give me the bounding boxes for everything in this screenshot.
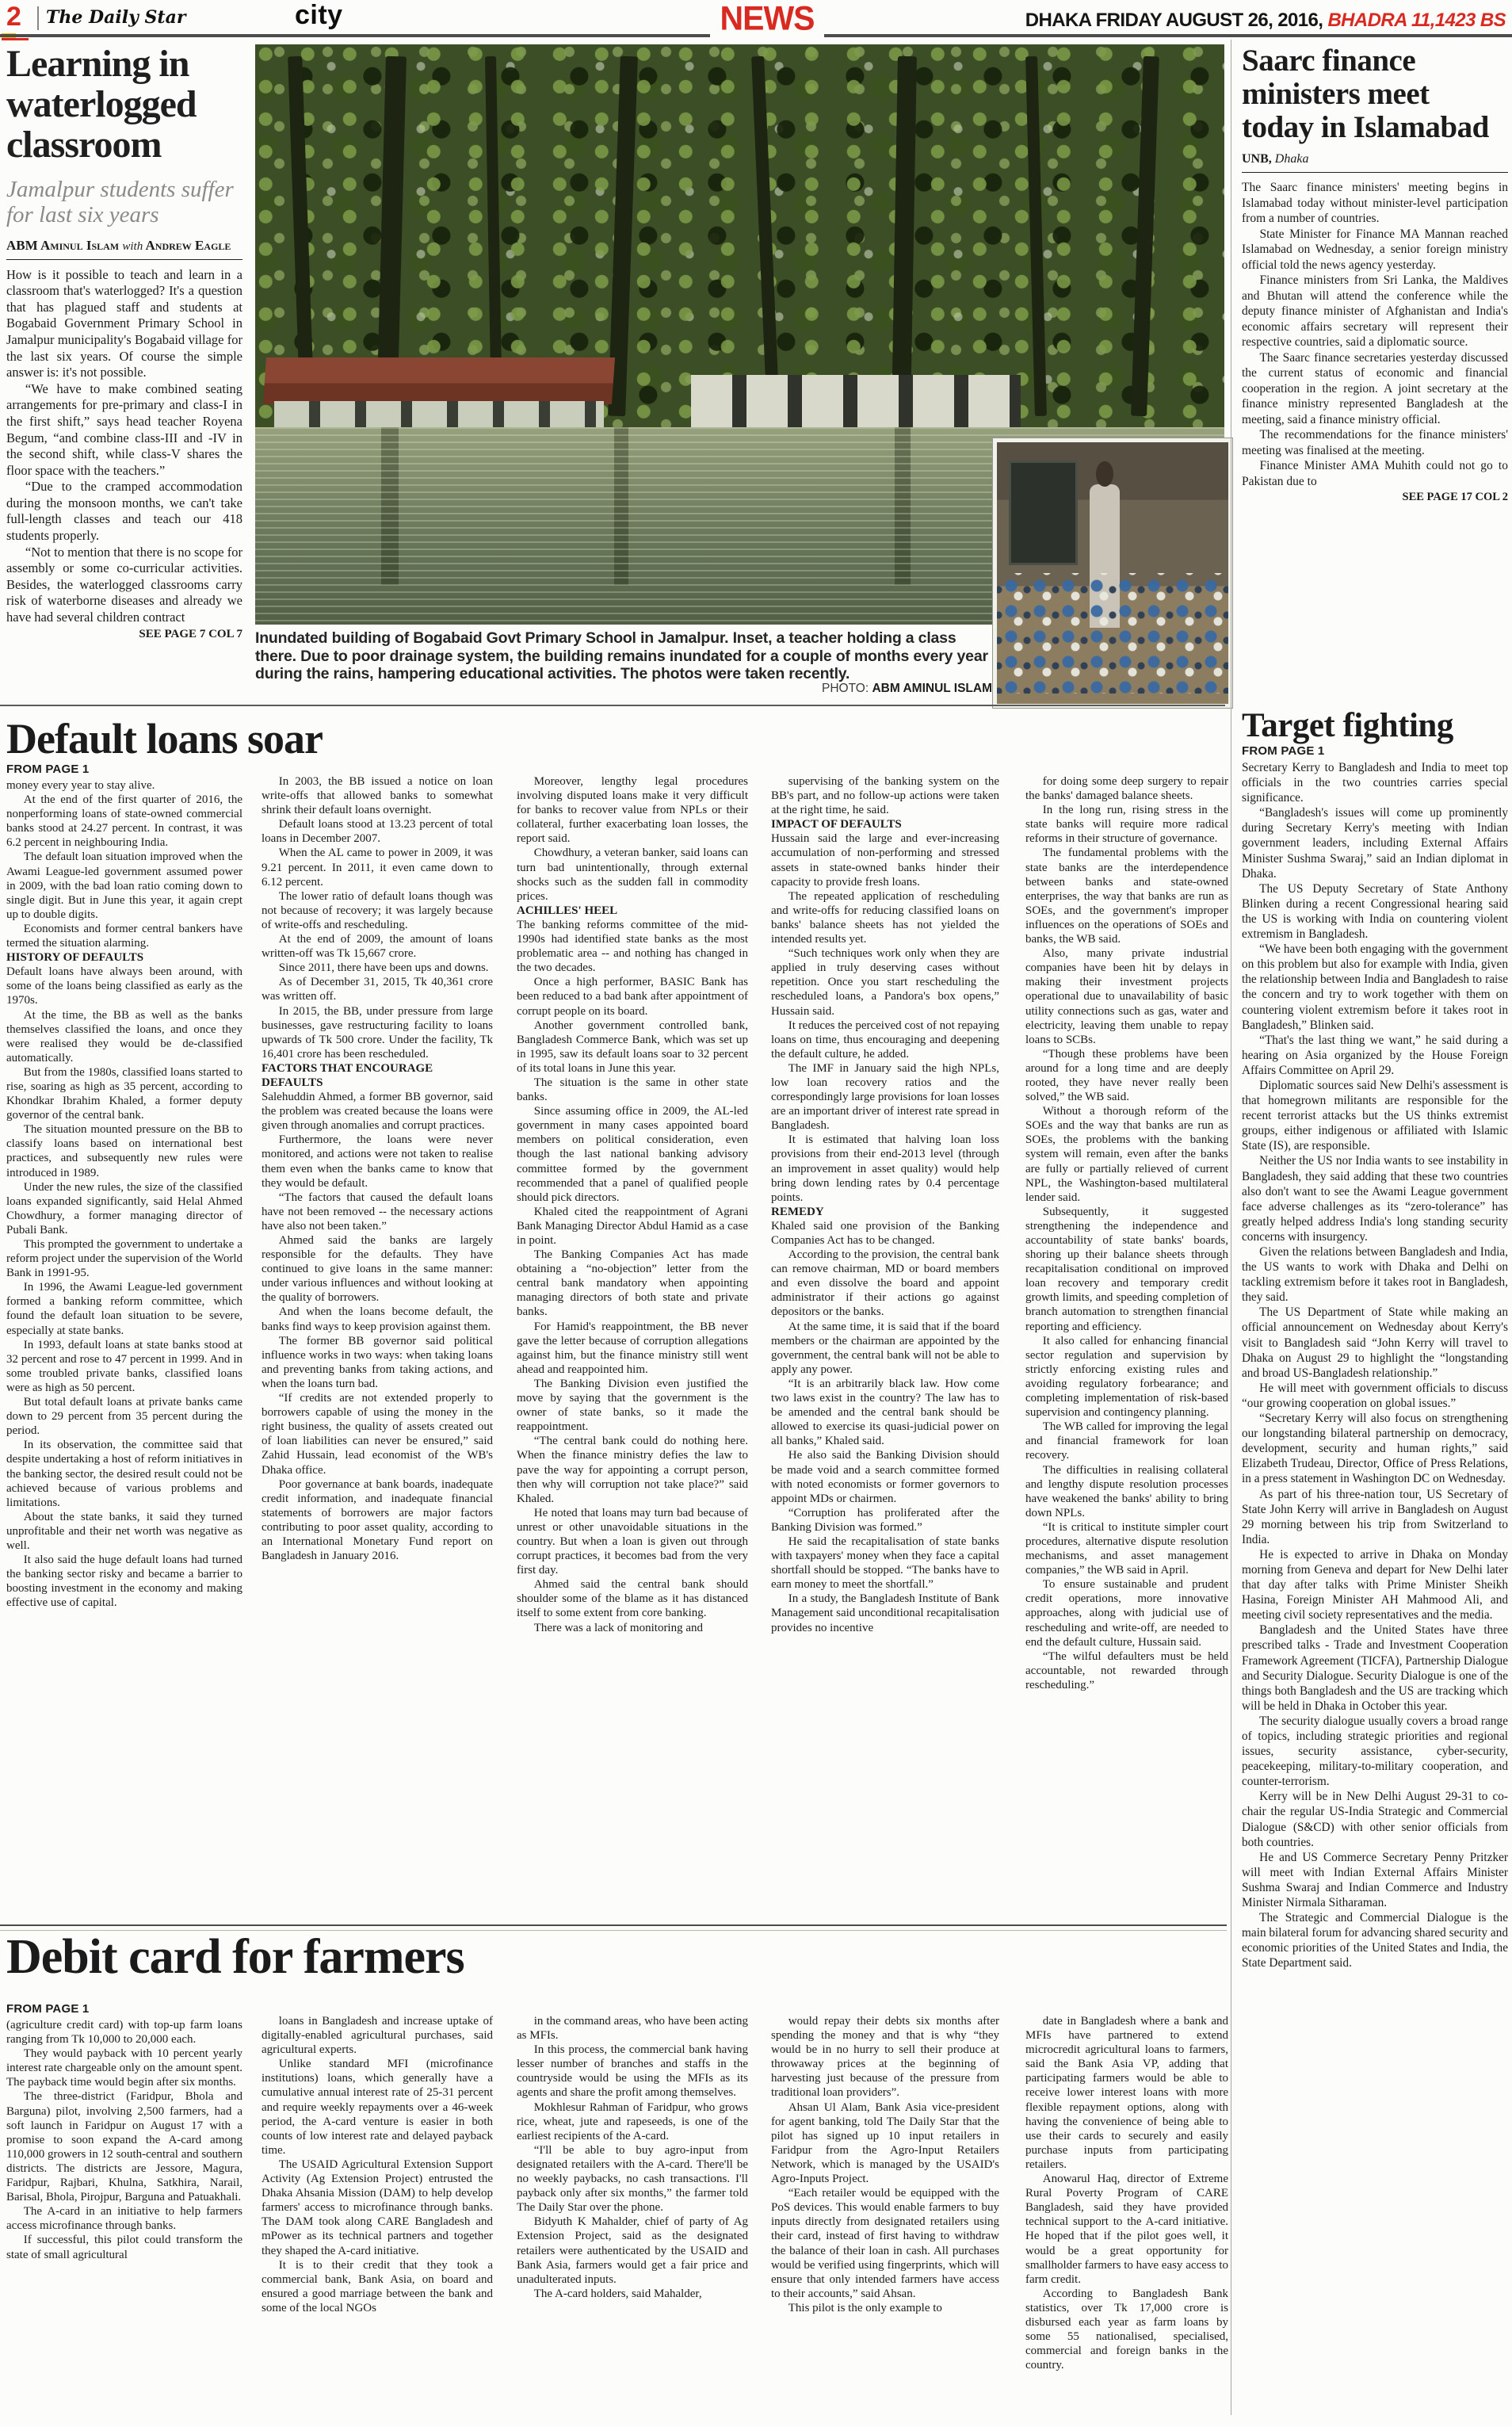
article-waterlogged-classroom	[6, 44, 242, 641]
paragraph: The Saarc finance secretaries yesterday discussed the current status of economic and financial cooperation in the region. A joint secretary at the finance ministry represented Bangladesh at the meeting, said a finance ministry official.	[1242, 350, 1508, 426]
blackboard	[1009, 461, 1079, 565]
paragraph: Under the new rules, the size of the classified loans expanded significantly, said Helal Ahmed Chowdhury, a former managing director of Pubali Bank.	[6, 1180, 242, 1236]
paragraph: supervising of the banking system on the BB's part, and no follow-up actions were taken at the right time, he said.	[771, 775, 999, 817]
default-loans-column-1	[6, 762, 242, 1921]
photo-credit	[802, 682, 992, 696]
paragraph: The former BB governor said political influence works in two ways: when taking loans and preventing banks from taking actions, and when the loans turn bad.	[262, 1334, 493, 1390]
paragraph: “If credits are not extended properly to borrowers capable of using the money in the right business, the quality of assets created out of loan liabilities can never be ensured,” said Zahid Hussain, lead economist of the WB's Dhaka office.	[262, 1392, 493, 1477]
section-kicker: ACHILLES' HEEL	[517, 904, 618, 917]
paragraph: Neither the US nor India wants to see instability in Bangladesh, they said adding that these two countries also don't want to see the Awami League government face adverse challenges as its “zero-tolerance” has greatly helped address India's long standing security concerns with insurgency.	[1242, 1154, 1508, 1244]
section-kicker: IMPACT OF DEFAULTS	[771, 818, 902, 831]
paragraph: In the long run, rising stress in the state banks will require more radical reforms in their structure of governance.	[1025, 804, 1228, 846]
paragraph: Moreover, lengthy legal procedures involving disputed loans make it very difficult for banks to recover value from NPLs or their collateral, further exacerbating loan losses, the report said.	[517, 775, 748, 846]
paragraph: At the end of the first quarter of 2016, the nonperforming loans of state-owned commercial banks stood at 24.27 percent. In contrast, it was 6.2 percent in neighbouring India.	[6, 793, 242, 850]
paragraph: Secretary Kerry to Bangladesh and India to meet top officials in the two countries carries special significance.	[1242, 761, 1508, 805]
paragraph: This pilot is the only example to	[788, 2301, 942, 2314]
paragraph: “Bangladesh's issues will come up prominently during Secretary Kerry's meeting with Indian government leaders, including External Affairs Minister Sushma Swaraj,” said an Indian diplomat in Dhaka.	[1242, 806, 1508, 881]
byline-author-1: ABM Aminul Islam	[6, 237, 120, 253]
paragraph: Ahmed said the central bank should shoulder some of the blame as it has distanced itself to some extent from core banking.	[517, 1578, 748, 1620]
paragraph: Given the relations between Bangladesh and India, the US wants to work with Dhaka and Delhi on tackling extremism before it takes root in Bangladesh, they said.	[1242, 1245, 1508, 1305]
paragraph: Khaled said one provision of the Banking Companies Act has to be changed.	[771, 1219, 999, 1247]
article-saarc-finance	[1242, 44, 1508, 504]
trunk-reflection	[895, 427, 911, 585]
paragraph: date in Bangladesh where a bank and MFIs have partnered to extend microcredit agricultural loans to farmers, said the Bank Asia VP, adding that participating farmers would be able to receive lower interest loans with more flexible repayment options, along with having the convenience of being able to use their cards to securely and easily purchase inputs from participating retailers.	[1025, 2015, 1228, 2171]
paragraph: As part of his three-nation tour, US Secretary of State John Kerry will arrive in Bangladesh on August 29 morning between his trip from Switzerland to India.	[1242, 1487, 1508, 1546]
paragraph: “Corruption has proliferated after the Banking Division was formed.”	[771, 1506, 999, 1534]
default-loans-headline: Default loans soar	[6, 715, 323, 762]
default-loans-column-3	[517, 762, 748, 1933]
paragraph: Economists and former central bankers have termed the situation alarming.	[6, 922, 242, 950]
paragraph: money every year to stay alive.	[6, 779, 155, 792]
paragraph: In this process, the commercial bank having lesser number of branches and staffs in the countryside would be using the MFIs as its agents and share the profit among themselves.	[517, 2043, 748, 2100]
paragraph: Since 2011, there have been ups and downs.	[278, 961, 489, 975]
masthead-rule-right	[824, 34, 1512, 37]
paragraph: The default loan situation improved when the Awami League-led government assumed power in 2009, with the bad loan ratio coming down to single digit. But in June this year, it again crept up to double digits.	[6, 850, 242, 921]
masthead-rule-left	[0, 34, 710, 37]
paragraph: He is expected to arrive in Dhaka on Monday morning from Geneva and depart for New Delhi later that day after talks with Prime Minister Sheikh Hasina, Foreign Minister AH Mahmood Ali, and meeting civil society representatives and the media.	[1242, 1547, 1508, 1622]
default-loans-column-4	[771, 762, 999, 1933]
students-figures	[997, 573, 1228, 694]
paragraph: Khaled cited the reappointment of Agrani Bank Managing Director Abdul Hamid as a case in point.	[517, 1205, 748, 1247]
paragraph: The difficulties in realising collateral and lengthy dispute resolution processes have weakened the banks' ability to bring down NPLs.	[1025, 1463, 1228, 1519]
photo-caption: Inundated building of Bogabaid Govt Primary School in Jamalpur. Inset, a teacher holding a class there. Due to poor drainage system, the building remains inundated for a couple of months every year during the rains, hampering educational activities. The photos were taken recently.	[255, 629, 988, 682]
paragraph: According to Bangladesh Bank statistics, over Tk 17,000 crore is disbursed each year as farm loans by some 55 nationalised, specialised, commercial and foreign banks in the country.	[1025, 2287, 1228, 2372]
paragraph: “Each retailer would be equipped with the PoS devices. This would enable farmers to buy inputs directly from designated retailers using their card, instead of first having to withdraw the balance of their loan in cash. All purchases would be verified using fingerprints, which will ensure that only intended farmers have access to their accounts,” said Ahsan.	[771, 2187, 999, 2300]
paragraph: (agriculture credit card) with top-up farm loans ranging from Tk 10,000 to 20,000 each.	[6, 2019, 242, 2047]
paragraph: At the time, the BB as well as the banks themselves classified the loans, and once they were realised they would be de-classified automatically.	[6, 1008, 242, 1064]
debit-card-headline: Debit card for farmers	[6, 1930, 464, 1984]
paragraph: In 2003, the BB issued a notice on loan write-offs that allowed banks to somewhat shrink their default loans overnight.	[262, 775, 493, 817]
paragraph: The IMF in January said the high NPLs, low loan recovery ratios and the correspondingly large provisions for loan losses are an important driver of interest rate spread in Bangladesh.	[771, 1061, 999, 1133]
paragraph: Hussain said the large and ever-increasing accumulation of non-performing and stressed assets in state-owned banks hinder their capacity to provide fresh loans.	[771, 832, 999, 889]
byline-rule	[6, 259, 242, 260]
lead-headline: Learning in waterlogged classroom	[6, 43, 197, 166]
paragraph: Also, many private industrial companies have been hit by delays in making their investment projects operational due to unavailability of basic utility connections such as gas, water and electricity, leaving them unable to repay loans to SCBs.	[1025, 947, 1228, 1046]
target-body	[1242, 760, 1508, 1971]
news-banner: NEWS	[720, 0, 815, 38]
paragraph: When the AL came to power in 2009, it was 9.21 percent. In 2011, it even came down to 6.12 percent.	[262, 847, 493, 889]
section-kicker: REMEDY	[771, 1205, 824, 1218]
paragraph: This prompted the government to undertake a reform project under the supervision of the World Bank in 1991-95.	[6, 1238, 242, 1280]
paragraph: The A-card in an initiative to help farmers access microfinance through banks.	[6, 2205, 242, 2233]
paragraph: He said the recapitalisation of state banks with taxpayers' money when they face a capital shortfall should be stopped. “The banks have to earn money to meet the shortfall.”	[771, 1535, 999, 1592]
section-label: city	[295, 0, 343, 30]
paragraph: The USAID Agricultural Extension Support Activity (Ag Extension Project) entrusted the Dhaka Ahsania Mission (DAM) to help develop farmers' access to microfinance through banks. The DAM took along CARE Bangladesh and mPower as its technical partners and together they shaped the A-card initiative.	[262, 2158, 493, 2257]
paragraph: Poor governance at bank boards, inadequate credit information, and inadequate financial statements of borrowers are major factors contributing to poor asset quality, according to an International Monetary Fund report on Bangladesh in January 2016.	[262, 1477, 493, 1563]
target-headline: Target fighting	[1242, 709, 1453, 744]
paragraph: Unlike standard MFI (microfinance institutions) loans, which generally have a cumulative annual interest rate of 25-31 percent and require weekly repayments over a 46-week period, the A-card venture is easier in both counts of low interest rate and delayed payback time.	[262, 2058, 493, 2157]
paragraph: But from the 1980s, classified loans started to rise, soaring as high as 35 percent, according to Khondkar Ibrahim Khaled, a former deputy governor of the central bank.	[6, 1065, 242, 1122]
date-line	[872, 10, 1506, 32]
paragraph: Once a high performer, BASIC Bank has been reduced to a bad bank after appointment of corrupt people on its board.	[517, 976, 748, 1018]
paragraph: They would payback with 10 percent yearly interest rate chargeable only on the amount spent. The payback time would begin after six months.	[6, 2047, 242, 2089]
page-number: 2	[6, 2, 21, 32]
debit-card-column-2	[262, 2002, 493, 2427]
paragraph: He will meet with government officials to discuss “our growing cooperation on global issues.”	[1242, 1381, 1508, 1410]
paragraph: The US Department of State while making an official announcement on Wednesday about Kerry's visit to Bangladesh said “John Kerry will travel to Dhaka on August 29 to highlight the “longstanding and broad US-Bangladesh relationship.”	[1242, 1305, 1508, 1380]
paragraph: “We have been both engaging with the government on this problem but also for example with India, given the relationship between India and Bangladesh to raise the concern and try to work together with them on countering violent extremism before it takes root in Bangladesh,” Blinken said.	[1242, 942, 1508, 1032]
paragraph: Anowarul Haq, director of Extreme Rural Poverty Program of CARE Bangladesh, said they have provided technical support to the A-card initiative. He hoped that if the pilot goes well, it would be a great opportunity for smallholder farmers to have easy access to farm credit.	[1025, 2173, 1228, 2286]
paragraph: Salehuddin Ahmed, a former BB governor, said the problem was created because the loans were given through anomalies and corrupt practices.	[262, 1091, 493, 1133]
paragraph: Furthermore, the loans were never monitored, and actions were not taken to realise them even when the banks came to know that they would be default.	[262, 1133, 493, 1190]
saarc-jump-line: SEE PAGE 17 COL 2	[1402, 491, 1508, 504]
default-loans-column-2	[262, 762, 493, 1933]
paragraph: But total default loans at private banks came down to 29 percent from 35 percent during the period.	[6, 1396, 242, 1438]
paragraph: For Hamid's reappointment, the BB never gave the letter because of corruption allegations against him, but the finance ministry still went ahead and reappointed him.	[517, 1320, 748, 1376]
paragraph: The Saarc finance ministers' meeting begins in Islamabad today without minister-level participation from a number of countries.	[1242, 181, 1508, 226]
paragraph: “Not to mention that there is no scope for assembly or some co-curricular activities. Besides, the waterlogged classrooms carry risk of waterborne diseases and already we have had several children contract	[6, 544, 242, 625]
paragraph: “I'll be able to buy agro-input from designated retailers with the A-card. There'll be no weekly paybacks, no cash transactions. I'll payback only after six months,” the farmer told The Daily Star over the phone.	[517, 2143, 748, 2215]
trunk-reflection	[614, 427, 628, 585]
paragraph: Subsequently, it suggested strengthening the independence and accountability of state banks' boards, shoring up their balance sheets through recapitalisation conditional on improved loan recovery and temporary credit growth limits, and speeding completion of branch automation to strengthen financial reporting and efficiency.	[1025, 1205, 1228, 1333]
paragraph: Kerry will be in New Delhi August 29-31 to co-chair the regular US-India Strategic and Commercial Dialogue (S&CD) with other senior officials from both countries.	[1242, 1790, 1508, 1849]
paragraph: As of December 31, 2015, Tk 40,361 crore was written off.	[262, 976, 493, 1003]
paragraph: Ahsan Ul Alam, Bank Asia vice-president for agent banking, told The Daily Star that the pilot has signed up 10 input retailers in Faridpur from the Agro-Input Retailers Network, which is managed by the USAID's Agro-Inputs Project.	[771, 2100, 999, 2186]
paragraph: It reduces the perceived cost of not repaying loans on time, thus encouraging and deepening the default culture, he added.	[771, 1019, 999, 1061]
paragraph: Chowdhury, a veteran banker, said loans can turn bad unintentionally, through external shocks such as the sudden fall in commodity prices.	[517, 847, 748, 903]
lead-body	[6, 267, 242, 626]
agency-place: Dhaka	[1271, 152, 1309, 166]
paragraph: The situation is the same in other state banks.	[517, 1076, 748, 1104]
inset-classroom-photo	[993, 438, 1232, 708]
section-kicker: FACTORS THAT ENCOURAGE DEFAULTS	[262, 1061, 433, 1089]
paragraph: Without a thorough reform of the SOEs and the way that banks are run as SOEs, the problems with the banking system will remain, even after the banks are fully or partially relieved of current NPL, the Washington-based multilateral lender said.	[1025, 1105, 1228, 1204]
school-building	[691, 375, 1021, 433]
paragraph: Mokhlesur Rahman of Faridpur, who grows rice, wheat, jute and rapeseeds, is one of the earliest recipients of the A-card.	[517, 2100, 748, 2142]
paragraph: “Such techniques work only when they are applied in truly deserving cases without repetition. Once you start rescheduling the rescheduled loans, a Pandora's box opens,” Hussain said.	[771, 947, 999, 1018]
paragraph: The banking reforms committee of the mid-1990s had identified state banks as the most problematic area -- and nothing has changed in the two decades.	[517, 918, 748, 975]
saarc-byline	[1242, 152, 1508, 166]
paragraph: It also called for enhancing financial sector regulation and supervision by strictly enforcing existing rules and avoiding regulatory forbearance; and completing implementation of risk-based supervision and contingency planning.	[1025, 1334, 1228, 1420]
paragraph: He and US Commerce Secretary Penny Pritzker will meet with Indian External Affairs Minister Sushma Swaraj and Indian Commerce and Industry Minister Nirmala Sitharaman.	[1242, 1850, 1508, 1910]
paragraph: In 1993, default loans at state banks stood at 32 percent and rose to 47 percent in 1999. And in some troubled private banks, classified loans were as high as 50 percent.	[6, 1338, 242, 1394]
paragraph: The WB called for improving the legal and financial framework for loan recovery.	[1025, 1420, 1228, 1462]
paragraph: There was a lack of monitoring and	[533, 1621, 704, 1634]
date-main: DHAKA FRIDAY AUGUST 26, 2016,	[1025, 10, 1328, 31]
paragraph: The recommendations for the finance ministers' meeting was finalised at the meeting.	[1242, 428, 1508, 457]
paragraph: “The wilful defaulters must be held accountable, not rewarded through rescheduling.”	[1025, 1649, 1228, 1691]
paragraph: Finance Minister AMA Muhith could not go to Pakistan due to	[1242, 459, 1508, 488]
paragraph: About the state banks, it said they turned unprofitable and their net worth was negative as well.	[6, 1510, 242, 1552]
section-kicker: HISTORY OF DEFAULTS	[6, 951, 144, 965]
photo-credit-label: PHOTO:	[822, 682, 872, 695]
paragraph: It is to their credit that they took a commercial bank, Bank Asia, on board and ensured a good marriage between the bank and some of the local NGOs	[262, 2258, 493, 2314]
paragraph: The security dialogue usually covers a broad range of topics, including strategic priorities and regional issues, security assistance, cyber-security, peacekeeping, military-to-military cooperation, and counter-terrorism.	[1242, 1714, 1508, 1789]
paragraph: State Minister for Finance MA Mannan reached Islamabad on Wednesday, a senior foreign ministry official told the news agency yesterday.	[1242, 227, 1508, 272]
paragraph: “That's the last thing we want,” he said during a hearing on Asia organized by the House Foreign Affairs Committee on April 29.	[1242, 1033, 1508, 1077]
saarc-body	[1242, 180, 1508, 489]
paragraph: In a study, the Bangladesh Institute of Bank Management said unconditional recapitalisation provides no incentive	[771, 1592, 999, 1634]
byline-connector: with	[122, 239, 143, 253]
paragraph: in the command areas, who have been acting as MFIs.	[517, 2015, 748, 2043]
paragraph: The US Deputy Secretary of State Anthony Blinken during a recent Congressional hearing said the US is working with India on countering violent extremism in Bangladesh.	[1242, 881, 1508, 942]
byline-author-2: Andrew Eagle	[145, 237, 231, 253]
paragraph: The lower ratio of default loans though was not because of recovery; it was largely because of write-offs and rescheduling.	[262, 889, 493, 931]
byline-rule	[1242, 172, 1508, 173]
paragraph: “Secretary Kerry will also focus on strengthening our longstanding bilateral partnership on democracy, development, security and human rights,” said Elizabeth Trudeau, Director, Office of Press Relations, in a press statement in Washington DC on Wednesday.	[1242, 1412, 1508, 1486]
paragraph: At the same time, it is said that if the board members or the chairman are appointed by the government, the central bank will not be able to apply any power.	[771, 1320, 999, 1376]
paragraph: “Due to the cramped accommodation during the monsoon months, we can't take full-length classes and teach our 418 students properly.	[6, 479, 242, 544]
debit-card-column-1	[6, 2002, 242, 2415]
paragraph: Another government controlled bank, Bangladesh Commerce Bank, which was set up in 1995, saw its default loans soar to 32 percent of its total loans in June this year.	[517, 1019, 748, 1075]
paragraph: “We have to make combined seating arrangements for pre-primary and class-I in the first shift,” says head teacher Royena Begum, “and combine class-III and -IV in the second shift, while class-V shares the floor space with the teachers.”	[6, 380, 242, 478]
paragraph: “The central bank could do nothing here. When the finance ministry defies the law to pave the way for appointing a corrupt person, then why will corruption not take place?” said Khaled.	[517, 1435, 748, 1505]
masthead-divider	[37, 6, 39, 30]
paragraph: The Strategic and Commercial Dialogue is the main bilateral forum for advancing shared security and economic priorities of the United States and India, the State Department said.	[1242, 1911, 1508, 1970]
paragraph: The Banking Companies Act has made obtaining a “no-objection” letter from the central bank mandatory when appointing managing directors of both state and private banks.	[517, 1248, 748, 1319]
paragraph: for doing some deep surgery to repair the banks' damaged balance sheets.	[1025, 775, 1228, 803]
from-page-label: FROM PAGE 1	[1242, 744, 1325, 758]
debit-card-column-3	[517, 2002, 748, 2427]
paragraph: “Though these problems have been around for a long time and are deeply rooted, they have never really been solved,” the WB said.	[1025, 1047, 1228, 1104]
paragraph: According to the provision, the central bank can remove chairman, MD or board members and even dissolve the board and appoint administrator if their actions go against depositors or the banks.	[771, 1248, 999, 1319]
date-bangla-calendar: BHADRA 11,1423 BS	[1327, 10, 1506, 31]
paragraph: Ahmed said the banks are largely responsible for the defaults. They have continued to give loans in the same manner: under various influences and without looking at the quality of borrowers.	[262, 1234, 493, 1305]
paragraph: Finance ministers from Sri Lanka, the Maldives and Bhutan will attend the conference while the deputy finance minister of Afghanistan and India's economic affairs secretary will represent their respective countries, said a diplomatic source.	[1242, 273, 1508, 350]
paragraph: It also said the huge default loans had turned the banking sector risky and became a barrier to boosting investment in the economy and making effective use of capital.	[6, 1554, 242, 1610]
lead-byline	[6, 238, 242, 254]
paragraph: If successful, this pilot could transform the state of small agricultural	[6, 2234, 242, 2261]
paragraph: would repay their debts six months after spending the money and that is why “they would be in no hurry to sell their produce at throwaway prices at the beginning of harvesting just because of the pressure from traditional loan providers”.	[771, 2015, 999, 2100]
paragraph: It is estimated that halving loan loss provisions from their end-2013 level (through an improvement in asset quality) would help bring down lending rates by 0.4 percentage points.	[771, 1133, 999, 1204]
article-target-fighting	[1242, 709, 1508, 2415]
paragraph: At the end of 2009, the amount of loans written-off was Tk 15,667 crore.	[262, 933, 493, 961]
paragraph: He noted that loans may turn bad because of unrest or other unavoidable situations in the country. But when a loan is given out through corrupt practices, it becomes bad from the very first day.	[517, 1506, 748, 1577]
lead-jump-line: SEE PAGE 7 COL 7	[139, 627, 242, 640]
paragraph: Default loans have always been around, with some of the loans being classified as early as the 1970s.	[6, 965, 242, 1007]
paragraph: In its observation, the committee said that despite undertaking a host of reform initiatives in the banking sector, the desired result could not be achieved because of various problems and limitations.	[6, 1439, 242, 1509]
paragraph: The fundamental problems with the state banks are the interdependence between banks and state-owned enterprises, the way that banks are run as SOEs, and the government's improper influences on the operations of SOEs and banks, the WB said.	[1025, 847, 1228, 946]
paragraph: “It is an arbitrarily black law. How come two laws exist in the country? The law has to be amended and the central bank should be allowed to exercise its quasi-judicial power on all banks,” Khaled said.	[771, 1377, 999, 1448]
newspaper-logo: The Daily Star	[46, 7, 186, 28]
from-page-label: FROM PAGE 1	[6, 762, 90, 776]
saarc-headline: Saarc finance ministers meet today in Islamabad	[1242, 44, 1489, 145]
paragraph: Bangladesh and the United States have three prescribed talks - Trade and Investment Cooperation Framework Agreement (TICFA), Partnership Dialogue and Security Dialogue. Security Dialogue is one of the things both Bangladesh and the US are tracking which will be held in Dhaka in October this year.	[1242, 1623, 1508, 1713]
paragraph: The repeated application of rescheduling and write-offs for reducing classified loans on banks' balance sheets has not yielded the intended results yet.	[771, 889, 999, 946]
section-divider-rule	[0, 705, 1225, 706]
paragraph: The situation mounted pressure on the BB to classify loans based on international best practices, and subsequently new rules were introduced in 1989.	[6, 1123, 242, 1179]
debit-card-column-5	[1025, 2002, 1228, 2427]
from-page-label: FROM PAGE 1	[6, 2002, 90, 2016]
agency-name: UNB,	[1242, 152, 1272, 166]
masthead-red-accent	[2, 38, 29, 40]
paragraph: The A-card holders, said Mahalder,	[533, 2287, 702, 2300]
debit-card-column-4	[771, 2002, 999, 2427]
lead-subhead: Jamalpur students suffer for last six years	[6, 176, 234, 228]
paragraph: The Banking Division even justified the move by saying that the government is the owner of state banks, so it made the reappointment.	[517, 1377, 748, 1434]
paragraph: In 2015, the BB, under pressure from large businesses, gave restructuring facility to loans upwards of Tk 500 crore. Under the facility, Tk 16,401 crore has been rescheduled.	[262, 1004, 493, 1061]
school-roof	[263, 357, 615, 404]
paragraph: Since assuming office in 2009, the AL-led government in many cases appointed board members on political consideration, even though the last national banking advisory committee formed by the government recommended that a panel of qualified people should pick directors.	[517, 1105, 748, 1204]
trunk-reflection	[381, 427, 399, 585]
paragraph: “It is critical to institute simpler court procedures, alternative dispute resolution mechanisms, and asset management companies,” the WB said in April.	[1025, 1520, 1228, 1577]
paragraph: To ensure sustainable and prudent credit operations, more innovative approaches, along with judicial use of rescheduling and write-off, are needed to end the default culture, Hussain said.	[1025, 1578, 1228, 1649]
photo-credit-name: ABM AMINUL ISLAM	[872, 682, 992, 695]
paragraph: In 1996, the Awami League-led government formed a banking reform committee, which found the default loan situation to be severe, especially at state banks.	[6, 1281, 242, 1337]
paragraph: “The factors that caused the default loans have not been removed -- the necessary actions have also not been taken.”	[262, 1191, 493, 1233]
paragraph: How is it possible to teach and learn in a classroom that's waterlogged? It's a question that has plagued staff and students at Bogabaid Government Primary School in Jamalpur municipality's Bogabaid village for the last six years. Of course the simple answer is: it's not possible.	[6, 266, 242, 380]
paragraph: The three-district (Faridpur, Bhola and Barguna) pilot, involving 2,500 farmers, had a soft launch in Faridpur on August 17 with a promise to soon expand the A-card among 110,000 growers in 12 south-central and southern districts. The districts are Jessore, Magura, Faridpur, Rajbari, Khulna, Satkhira, Narail, Barisal, Bhola, Pirojpur, Barguna and Patuakhali.	[6, 2090, 242, 2204]
paragraph: loans in Bangladesh and increase uptake of digitally-enabled agricultural purchases, said agricultural experts.	[262, 2015, 493, 2057]
paragraph: Bidyuth K Mahalder, chief of party of Ag Extension Project, said as the designated retailers were authenticated by the USAID and Bank Asia, farmers would get a fair price and unadulterated inputs.	[517, 2215, 748, 2286]
paragraph: Diplomatic sources said New Delhi's assessment is that homegrown militants are responsible for the recent terrorist attacks but the US thinks extremist groups, either indigenous or affiliated with Islamic State (IS), are responsible.	[1242, 1078, 1508, 1153]
paragraph: He also said the Banking Division should be made void and a search committee formed with noted economists or former governors to appoint MDs or chairmen.	[771, 1449, 999, 1505]
default-loans-column-5	[1025, 762, 1228, 1933]
paragraph: And when the loans become default, the banks find ways to keep provision against them.	[262, 1305, 493, 1333]
paragraph: Default loans stood at 13.23 percent of total loans in December 2007.	[262, 818, 493, 846]
